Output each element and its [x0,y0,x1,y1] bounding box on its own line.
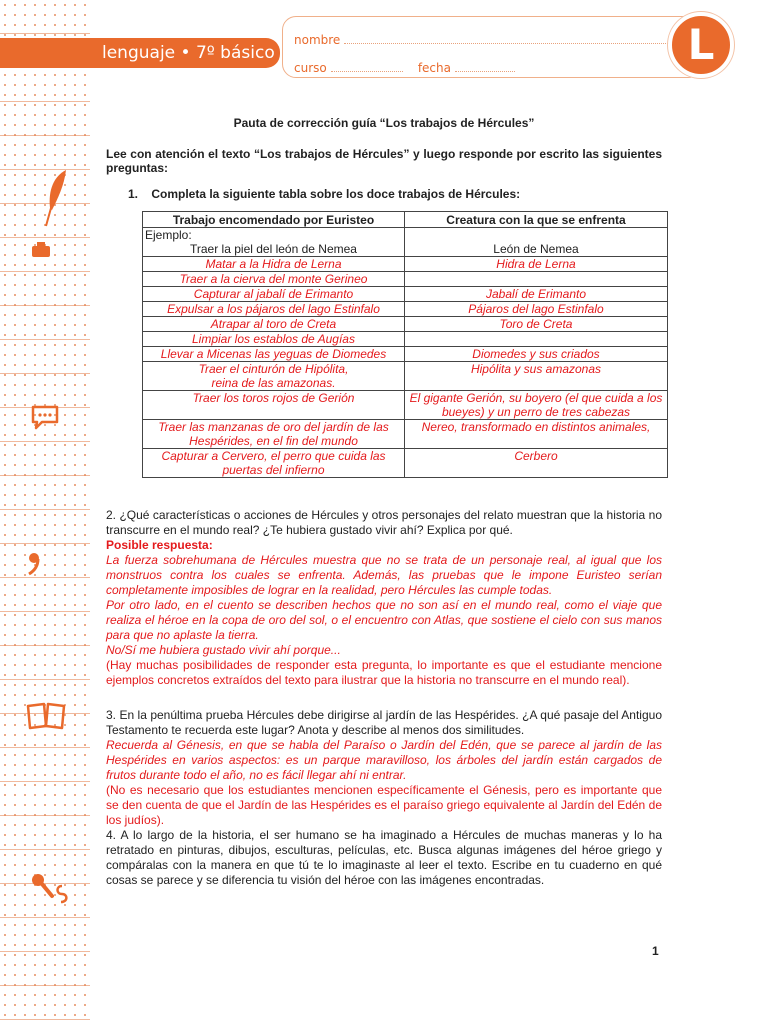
speech-bubble-icon [30,404,60,430]
margin-lines [0,0,90,1024]
table-row [143,391,668,420]
course-date-fields [294,61,515,75]
creature-cell: Hipólita y sus amazonas [405,362,668,391]
example-task-cell [143,228,405,257]
example-creature: León de Nemea [493,242,579,256]
course-label: curso [294,61,327,75]
feather-icon [40,168,72,228]
possible-answer-heading: Posible respuesta: [106,538,213,552]
creature-cell: Cerbero [405,449,668,478]
name-dotted-line [344,43,668,44]
page-number: 1 [652,944,659,958]
answer-3-part-2: (No es necesario que los estudiantes mencionen específicamente el Génesis, pero es importante que se den cuenta de que el Jardín de las Hespérides es el paraíso griego equivalente al Jardín del Edén de los judíos). [106,783,662,827]
question-2: 2. ¿Qué características o acciones de Hércules y otros personajes del relato muestran que la historia no transcurre en el mundo real? ¿Te hubiera gustado vivir ahí? Explica por qué. [106,508,662,537]
table-row [143,302,668,317]
subject-title: lenguaje • 7º básico [102,43,275,63]
table-row [143,362,668,391]
task-cell: Capturar a Cervero, el perro que cuida las puertas del infierno [143,449,405,478]
microphone-icon [28,872,72,908]
task-cell: Capturar al jabalí de Erimanto [143,287,405,302]
table-row [143,420,668,449]
task-cell: Expulsar a los pájaros del lago Estinfalo [143,302,405,317]
question-3-block [106,708,662,888]
table-row [143,332,668,347]
creature-cell: El gigante Gerión, su boyero (el que cuida a los bueyes) y un perro de tres cabezas [405,391,668,420]
subject-logo: L [668,12,734,78]
creature-cell [405,272,668,287]
task-cell: Traer el cinturón de Hipólita, reina de las amazonas. [143,362,405,391]
answer-2-part-1: La fuerza sobrehumana de Hércules muestra que no se trata de un personaje real, al igual que los monstruos contra los cuales se enfrenta. Además, las pruebas que le impone Euristeo serían completamente imposibles de lograr en la realidad, pero Hércules las cumple todas. [106,553,662,597]
table-header-creature: Creatura con la que se enfrenta [405,212,668,228]
example-label: Ejemplo: [145,228,192,242]
task-cell: Limpiar los establos de Augías [143,332,405,347]
document-title: Pauta de corrección guía “Los trabajos de Hércules” [233,116,535,130]
question-1: 1. Completa la siguiente tabla sobre los doce trabajos de Hércules: [128,187,521,201]
answer-3-part-1: Recuerda al Génesis, en que se habla del Paraíso o Jardín del Edén, que se parece al jardín de las Hespérides en varios aspectos: es un parque maravilloso, los árboles del jardín están cargados de frutos durante todo el año, no es fácil llegar ahí ni entrar. [106,738,662,782]
task-cell: Atrapar al toro de Creta [143,317,405,332]
table-row [143,272,668,287]
table-row [143,347,668,362]
table-row-example [143,228,668,257]
table-header-row [143,212,668,228]
question-3: 3. En la penúltima prueba Hércules debe dirigirse al jardín de las Hespérides. ¿A qué pasaje del Antiguo Testamento te recuerda este lugar? Anota y describe al menos dos similitudes. [106,708,662,737]
table-row [143,287,668,302]
answer-2-part-2: Por otro lado, en el cuento se describen hechos que no son así en el mundo real, como el viaje que realiza el héroe en la copa de oro del sol, o el encuentro con Atlas, que sostiene el cielo con sus manos para que no aplaste la tierra. [106,598,662,642]
table-header-task: Trabajo encomendado por Euristeo [143,212,405,228]
creature-cell: Nereo, transformado en distintos animales, [405,420,668,449]
example-creature-cell [405,228,668,257]
creature-cell: Jabalí de Erimanto [405,287,668,302]
task-cell: Llevar a Micenas las yeguas de Diomedes [143,347,405,362]
course-dotted-line [331,71,403,72]
open-book-icon [24,700,68,730]
question-2-block [106,508,662,688]
name-field [294,33,668,47]
table-row [143,257,668,272]
creature-cell: Pájaros del lago Estinfalo [405,302,668,317]
inkwell-icon [30,240,52,258]
answer-2-part-4: (Hay muchas posibilidades de responder esta pregunta, lo importante es que el estudiante mencione ejemplos concretos extraídos del texto para ilustrar que la historia no transcurre en el mundo real). [106,658,662,687]
task-cell: Matar a la Hidra de Lerna [143,257,405,272]
question-4: 4. A lo largo de la historia, el ser humano se ha imaginado a Hércules de muchas maneras y lo ha retratado en pinturas, dibujos, esculturas, películas, etc. Busca algunas imágenes del héroe griego y compáralas con la manera en que tú te lo imaginaste al leer el texto. Escribe en tu cuaderno en qué cosas se parece y se diferencia tu visión del héroe con las imágenes encontradas. [106,828,662,887]
task-cell: Traer las manzanas de oro del jardín de las Hespérides, en el fin del mundo [143,420,405,449]
creature-cell: Diomedes y sus criados [405,347,668,362]
creature-cell [405,332,668,347]
date-label: fecha [417,61,451,75]
task-cell: Traer a la cierva del monte Gerineo [143,272,405,287]
name-label: nombre [294,33,341,47]
intro-instructions: Lee con atención el texto “Los trabajos de Hércules” y luego responde por escrito las siguientes preguntas: [106,147,662,175]
labors-table [142,211,668,478]
table-row [143,449,668,478]
document-body [106,116,662,888]
table-row [143,317,668,332]
creature-cell: Hidra de Lerna [405,257,668,272]
answer-2-part-3: No/Sí me hubiera gustado vivir ahí porque... [106,643,341,657]
comma-icon [26,552,40,576]
creature-cell: Toro de Creta [405,317,668,332]
example-task: Traer la piel del león de Nemea [190,242,357,256]
task-cell: Traer los toros rojos de Gerión [143,391,405,420]
date-dotted-line [455,71,515,72]
